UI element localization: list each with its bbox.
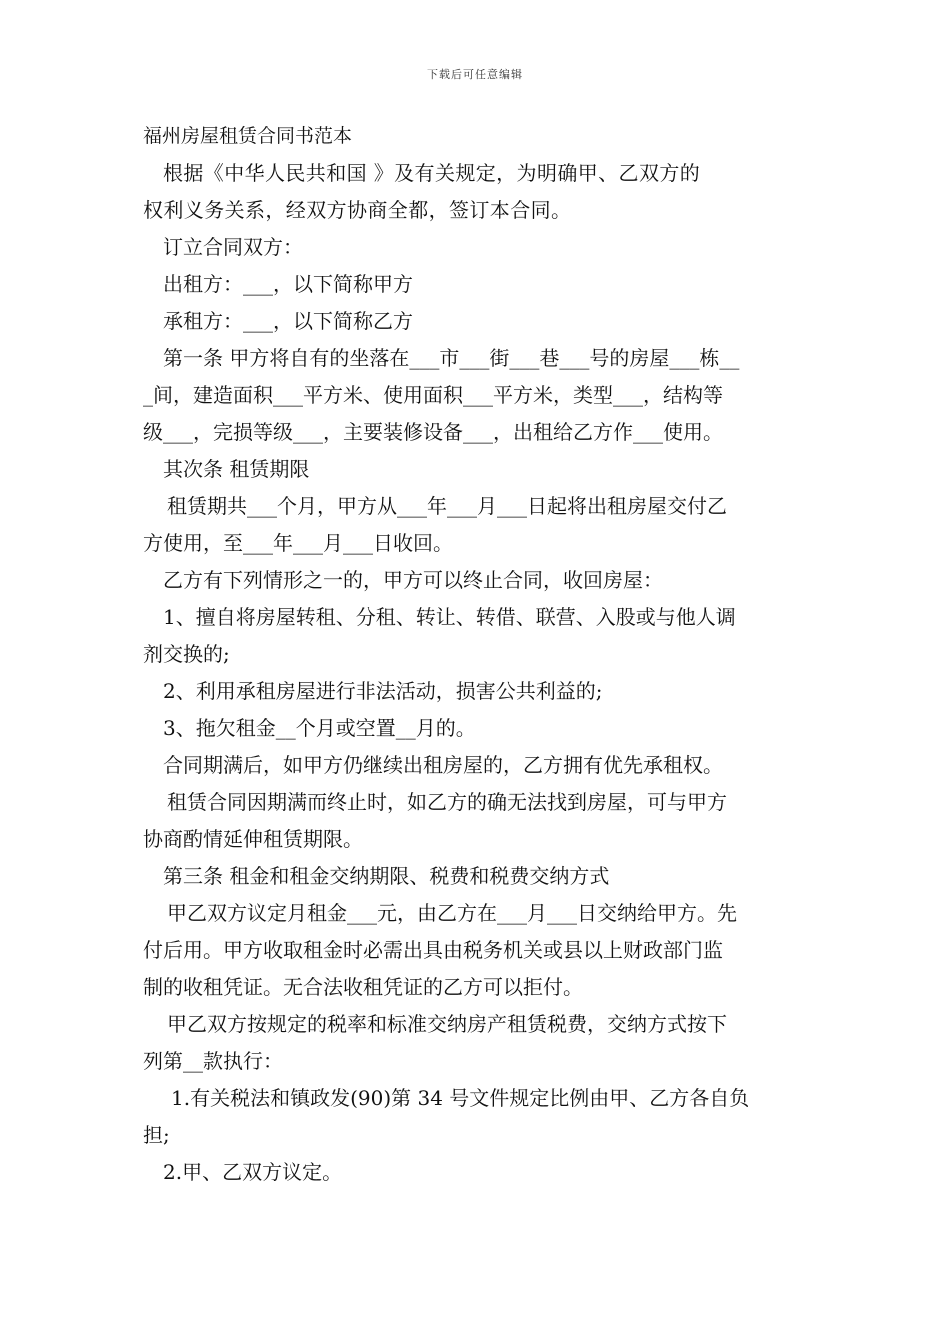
document-title: 福州房屋租赁合同书范本 (143, 125, 353, 147)
paragraph-line: 列第__款执行： (143, 1049, 283, 1073)
page-header-note: 下载后可任意编辑 (427, 68, 523, 81)
paragraph-line: 合同期满后，如甲方仍继续出租房屋的，乙方拥有优先承租权。 (163, 753, 723, 777)
paragraph-line: 出租方：___，以下简称甲方 (163, 272, 413, 296)
paragraph-line: 甲乙双方议定月租金___元，由乙方在___月___日交纳给甲方。先 (167, 901, 737, 925)
section-heading-3: 第三条 租金和租金交纳期限、税费和税费交纳方式 (163, 864, 610, 888)
paragraph-line: 方使用，至___年___月___日收回。 (143, 531, 453, 555)
list-item: 2、利用承租房屋进行非法活动，损害公共利益的; (163, 679, 603, 703)
paragraph-line: 付后用。甲方收取租金时必需出具由税务机关或县以上财政部门监 (143, 938, 723, 962)
paragraph-line: 权利义务关系，经双方协商全都，签订本合同。 (143, 198, 572, 222)
list-item: 1、擅自将房屋转租、分租、转让、转借、联营、入股或与他人调 (163, 605, 736, 629)
list-item: 2.甲、乙双方议定。 (163, 1160, 343, 1184)
paragraph-line: 租赁合同因期满而终止时，如乙方的确无法找到房屋，可与甲方 (167, 790, 727, 814)
paragraph-line: 制的收租凭证。无合法收租凭证的乙方可以拒付。 (143, 975, 583, 999)
paragraph-line: 甲乙双方按规定的税率和标准交纳房产租赁税费，交纳方式按下 (167, 1012, 727, 1036)
list-item: 1.有关税法和镇政发(90)第 34 号文件规定比例由甲、乙方各自负 (171, 1086, 750, 1110)
paragraph-line: 承租方：___，以下简称乙方 (163, 309, 413, 333)
list-item-continuation: 担; (143, 1123, 170, 1147)
section-heading-2: 其次条 租赁期限 (163, 457, 310, 481)
paragraph-line: 订立合同双方： (163, 235, 303, 259)
list-item: 3、拖欠租金__个月或空置__月的。 (163, 716, 476, 740)
contract-body (143, 118, 808, 1191)
paragraph-line: 根据《中华人民共和国 》及有关规定，为明确甲、乙双方的 (163, 161, 701, 185)
list-item-continuation: 剂交换的; (143, 642, 230, 666)
paragraph-line: _间，建造面积___平方米、使用面积___平方米，类型___，结构等 (143, 383, 723, 407)
section-heading-1: 第一条 甲方将自有的坐落在___市___街___巷___号的房屋___栋__ (163, 346, 740, 370)
paragraph-line: 乙方有下列情形之一的，甲方可以终止合同，收回房屋： (163, 568, 663, 592)
paragraph-line: 租赁期共___个月，甲方从___年___月___日起将出租房屋交付乙 (167, 494, 727, 518)
paragraph-line: 级___，完损等级___，主要装修设备___，出租给乙方作___使用。 (143, 420, 723, 444)
paragraph-line: 协商酌情延伸租赁期限。 (143, 827, 363, 851)
